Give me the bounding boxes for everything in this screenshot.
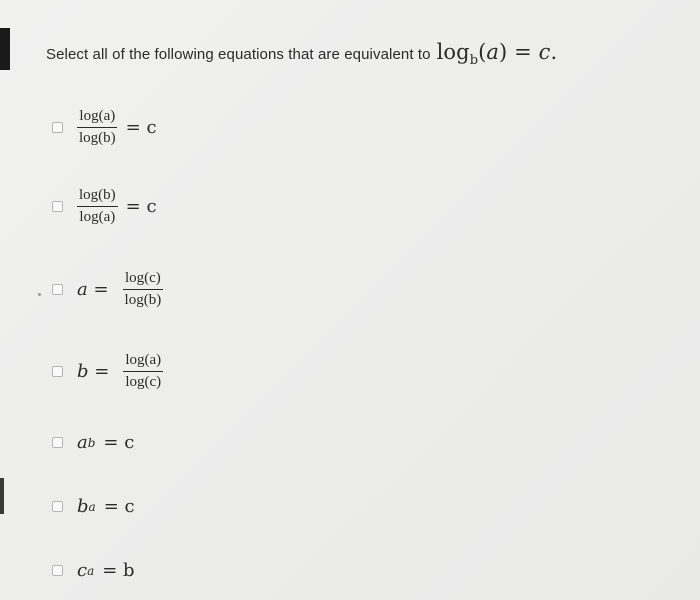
question-text: Select all of the following equations that are equivalent to (46, 46, 431, 63)
option-1-numerator: log(a) (77, 108, 117, 128)
option-1-fraction (77, 108, 118, 146)
left-edge-bar-lower (0, 478, 4, 514)
option-2-denominator: log(a) (79, 208, 116, 225)
option-1-equation (77, 108, 165, 146)
left-edge-bar (0, 28, 10, 70)
question-equation: $\log_b(a) = c$. (436, 40, 558, 69)
option-4-checkbox[interactable] (52, 366, 63, 377)
option-3-equation (77, 270, 163, 308)
option-2-checkbox[interactable] (52, 201, 63, 212)
option-5[interactable] (52, 432, 142, 453)
option-7-rhs: = b (102, 560, 135, 581)
option-1-checkbox[interactable] (52, 122, 63, 133)
option-3-checkbox[interactable] (52, 284, 63, 295)
option-5-base: a (77, 432, 88, 453)
option-4-denominator: log(c) (125, 373, 162, 390)
question-prompt (46, 40, 557, 68)
option-2-numerator: log(b) (77, 187, 118, 207)
option-4-lhs: b = (77, 360, 110, 382)
stray-dot (38, 293, 41, 296)
option-7[interactable] (52, 560, 143, 581)
option-1[interactable] (52, 108, 165, 146)
option-7-checkbox[interactable] (52, 565, 63, 576)
option-5-equation (77, 432, 142, 453)
option-1-rhs: = c (125, 116, 157, 138)
option-2-fraction (77, 187, 118, 225)
option-3-numerator: log(c) (123, 270, 163, 290)
option-6-rhs: = c (103, 496, 135, 517)
option-7-exponent: a (87, 563, 95, 578)
option-3-fraction (123, 270, 164, 308)
option-2-equation (77, 187, 165, 225)
option-1-denominator: log(b) (79, 129, 116, 146)
option-5-rhs: = c (103, 432, 135, 453)
option-7-base: c (77, 560, 88, 581)
option-6[interactable] (52, 496, 143, 517)
option-6-equation (77, 496, 143, 517)
option-2[interactable] (52, 187, 165, 225)
option-4[interactable] (52, 352, 163, 390)
option-5-exponent: b (87, 435, 96, 450)
option-5-checkbox[interactable] (52, 437, 63, 448)
option-3[interactable] (52, 270, 163, 308)
option-4-fraction (123, 352, 163, 390)
option-6-exponent: a (88, 499, 96, 514)
option-3-denominator: log(b) (124, 291, 162, 308)
option-2-rhs: = c (125, 195, 157, 217)
option-7-equation (77, 560, 143, 581)
option-6-base: b (77, 496, 89, 517)
option-4-equation (77, 352, 163, 390)
option-3-lhs: a = (77, 278, 109, 300)
option-6-checkbox[interactable] (52, 501, 63, 512)
option-4-numerator: log(a) (123, 352, 163, 372)
